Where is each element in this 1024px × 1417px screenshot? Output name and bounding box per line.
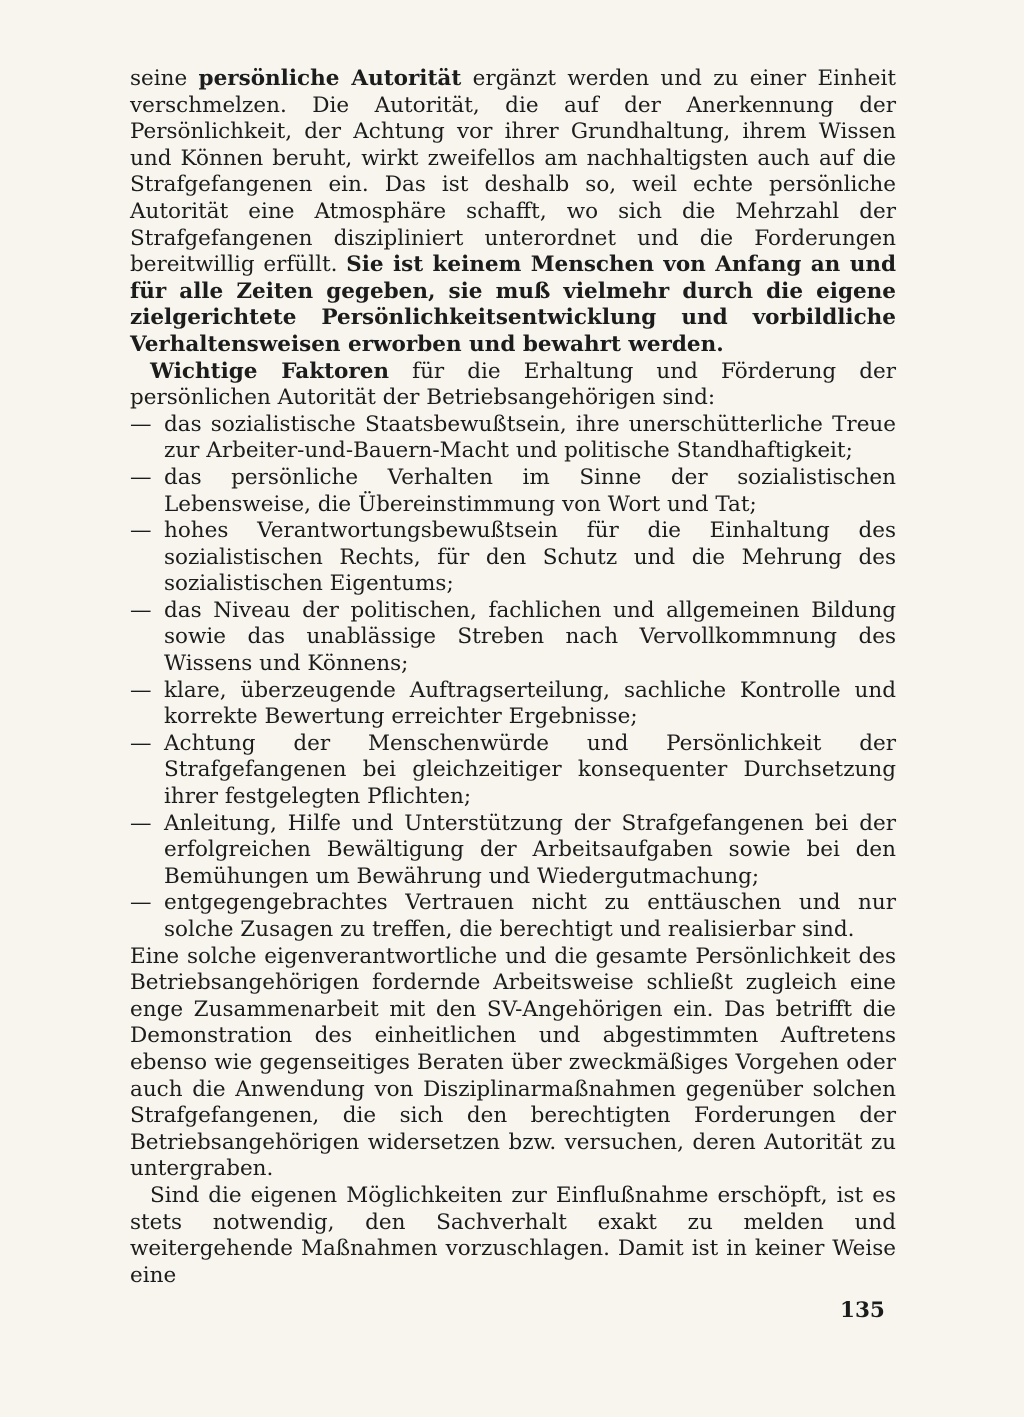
paragraph-reporting: Sind die eigenen Möglichkeiten zur Einflußnahme erschöpft, ist es stets notwendig, den Sachverhalt exakt zu melden und weitergehende Maßnahmen vorzuschlagen. Damit ist in keiner Weise eine (130, 1182, 896, 1288)
list-item-text: Achtung der Menschenwürde und Persönlichkeit der Strafgefangenen bei gleichzeitiger konsequenter Durchsetzung ihrer festgelegten Pflichten; (164, 730, 896, 810)
bold-term-important-factors: Wichtige Faktoren (150, 358, 390, 384)
paragraph-important-factors (130, 359, 896, 412)
list-item-text: das sozialistische Staatsbewußtsein, ihre unerschütterliche Treue zur Arbeiter-und-Bauern-Macht und politische Standhaftigkeit; (164, 411, 896, 464)
bold-term-personal-authority: persönliche Autorität (198, 66, 462, 91)
factor-list (130, 412, 896, 944)
page-body (130, 66, 896, 1289)
text-run: seine (130, 66, 199, 91)
paragraph-cooperation: Eine solche eigenverantwortliche und die gesamte Persönlichkeit des Betriebsangehörigen fordernde Arbeitsweise schließt zugleich eine enge Zusammenarbeit mit den SV-Angehörigen ein. Das betrifft die Demonstration des einheitlichen und abgestimmten Auftretens ebenso wie gegenseitiges Beraten über zweckmäßiges Vorgehen oder auch die Anwendung von Disziplinarmaßnahmen gegenüber solchen Strafgefangenen, die sich den berechtigten Forderungen der Betriebsangehörigen widersetzen bzw. versuchen, deren Autorität zu untergraben. (130, 943, 896, 1182)
dash-bullet: — (130, 810, 152, 836)
paragraph-authority (130, 66, 896, 359)
list-item-text: klare, überzeugende Auftragserteilung, sachliche Kontrolle und korrekte Bewertung erreichter Ergebnisse; (164, 677, 896, 730)
list-item (130, 890, 896, 943)
dash-bullet: — (130, 677, 152, 703)
list-item (130, 731, 896, 811)
list-item (130, 518, 896, 598)
dash-bullet: — (130, 411, 152, 437)
list-item-text: entgegengebrachtes Vertrauen nicht zu enttäuschen und nur solche Zusagen zu treffen, die berechtigt und realisierbar sind. (164, 890, 896, 942)
page-number: 135 (840, 1298, 885, 1323)
list-item-text: Anleitung, Hilfe und Unterstützung der Strafgefangenen bei der erfolgreichen Bewältigung der Arbeitsaufgaben sowie bei den Bemühungen um Bewährung und Wiedergutmachung; (164, 810, 896, 889)
text-run: ergänzt werden und zu einer Einheit verschmelzen. Die Autorität, die auf der Anerkennung der Persönlichkeit, der Achtung vor ihrer Grundhaltung, ihrem Wissen und Können beruht, wirkt zweifellos am nachhaltigsten auch auf die Strafgefangenen ein. Das ist deshalb so, weil echte persönliche Autorität eine Atmosphäre schafft, wo sich die Mehrzahl der Strafgefangenen diszipliniert unterordnet und die Forderungen bereitwillig erfüllt. (130, 66, 896, 278)
list-item-text: das Niveau der politischen, fachlichen und allgemeinen Bildung sowie das unablässige Streben nach Vervollkommnung des Wissens und Könnens; (164, 597, 896, 677)
list-item (130, 678, 896, 731)
dash-bullet: — (130, 730, 152, 756)
list-item (130, 465, 896, 518)
list-item (130, 598, 896, 678)
dash-bullet: — (130, 597, 152, 623)
text-run: für die Erhaltung und Förderung der persönlichen Autorität der Betriebsangehörigen sind: (130, 358, 896, 411)
dash-bullet: — (130, 464, 152, 490)
dash-bullet: — (130, 890, 152, 916)
list-item (130, 811, 896, 891)
list-item (130, 412, 896, 465)
dash-bullet: — (130, 518, 152, 544)
list-item-text: hohes Verantwortungsbewußtsein für die Einhaltung des sozialistischen Rechts, für den Schutz und die Mehrung des sozialistischen Eigentums; (164, 518, 896, 597)
bold-sentence-authority-acquired: Sie ist keinem Menschen von Anfang an und für alle Zeiten gegeben, sie muß vielmehr durch die eigene zielgerichtete Persönlichkeitsentwicklung und vorbildliche Verhaltensweisen erworben und bewahrt werden. (130, 252, 896, 357)
list-item-text: das persönliche Verhalten im Sinne der sozialistischen Lebensweise, die Übereinstimmung von Wort und Tat; (164, 464, 896, 517)
